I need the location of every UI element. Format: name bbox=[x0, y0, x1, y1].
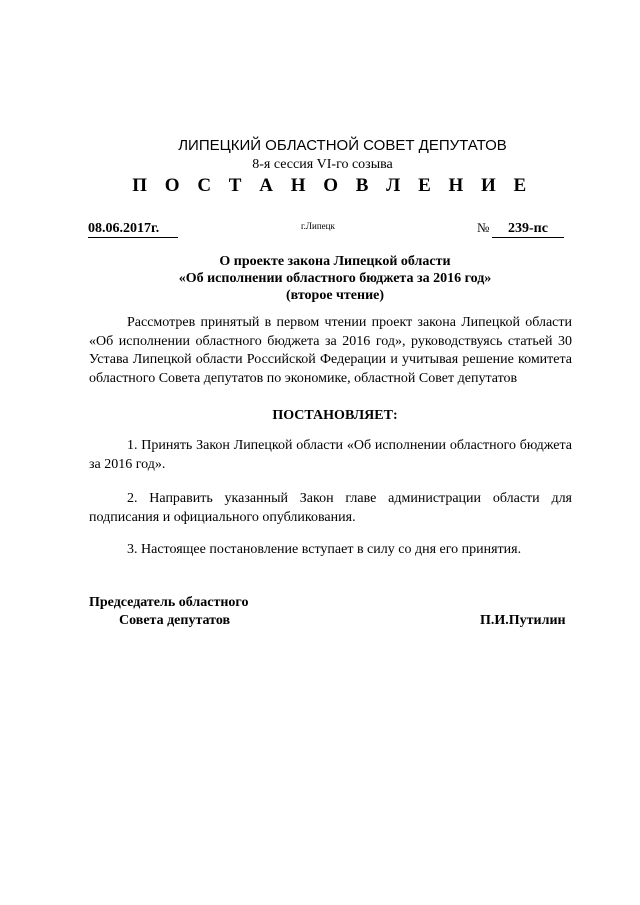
document-number: 239-пс bbox=[492, 221, 564, 238]
resolution-item-1: 1. Принять Закон Липецкой области «Об исполнении областного бюджета за 2016 год». bbox=[89, 438, 572, 472]
preamble-paragraph: Рассмотрев принятый в первом чтении проект закона Липецкой области «Об исполнении областного бюджета за 2016 год», руководствуясь статьей 30 Устава Липецкой области Российской Федерации и учитывая решение комитета областного Совета депутатов по экономике, областной Совет депутатов bbox=[89, 315, 572, 386]
title-line-1: О проекте закона Липецкой области bbox=[219, 254, 451, 269]
resolution-item-2: 2. Направить указанный Закон главе администрации области для подписания и официального опубликования. bbox=[89, 491, 572, 525]
signatory-position-line-1: Председатель областного bbox=[89, 595, 249, 610]
document-type-heading: П О С Т А Н О В Л Е Н И Е bbox=[132, 175, 533, 196]
resolves-heading: ПОСТАНОВЛЯЕТ: bbox=[272, 408, 398, 423]
session-info: 8-я сессия VI-го созыва bbox=[252, 157, 393, 172]
document-meta-row bbox=[0, 219, 640, 243]
signatory-position-line-2: Совета депутатов bbox=[119, 613, 231, 628]
title-line-2: «Об исполнении областного бюджета за 2016 год» bbox=[178, 271, 492, 286]
signatory-position bbox=[89, 594, 248, 630]
number-sign: № bbox=[477, 220, 490, 235]
title-line-3: (второе чтение) bbox=[285, 288, 385, 303]
document-city: г.Липецк bbox=[301, 221, 335, 231]
document-title bbox=[0, 253, 640, 304]
signatory-name: П.И.Путилин bbox=[480, 613, 566, 628]
document-date: 08.06.2017г. bbox=[88, 221, 178, 238]
resolution-item-3: 3. Настоящее постановление вступает в силу со дня его принятия. bbox=[127, 542, 522, 557]
council-name: ЛИПЕЦКИЙ ОБЛАСТНОЙ СОВЕТ ДЕПУТАТОВ bbox=[178, 137, 507, 154]
